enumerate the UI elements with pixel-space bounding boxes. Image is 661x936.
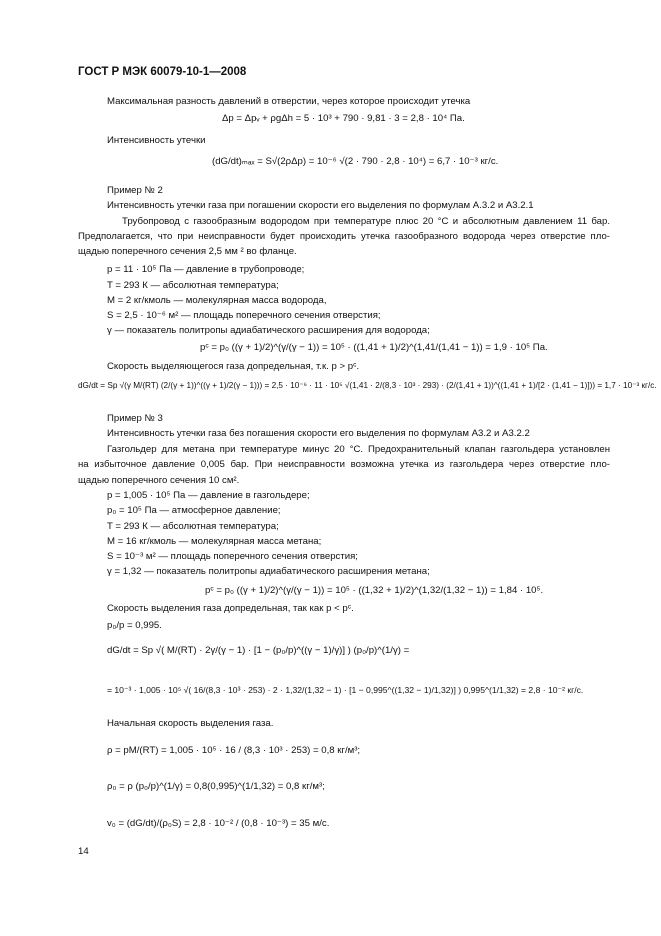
formula-flow-rate-numeric: = 10⁻³ · 1,005 · 10⁵ √( 16/(8,3 · 10³ · 253) · 2 · 1,32/(1,32 − 1) · [1 − 0,995^((1,32 − 1)/1,32)] ) 0,995^(1/1,32) = 2,8 · 10⁻² кг/с. (107, 685, 584, 695)
definition: p = 1,005 · 10⁵ Па — давление в газгольдере; (107, 490, 310, 501)
paragraph: Начальная скорость выделения газа. (107, 718, 274, 729)
definition: M = 2 кг/кмоль — молекулярная масса водорода, (107, 295, 327, 306)
definition: M = 16 кг/кмоль — молекулярная масса метана; (107, 536, 322, 547)
definition: T = 293 К — абсолютная температура; (107, 280, 279, 291)
definition: γ — показатель политропы адиабатического расширения для водорода; (107, 325, 430, 336)
definition: S = 10⁻³ м² — площадь поперечного сечения отверстия; (107, 551, 358, 562)
formula-density: ρ = pM/(RT) = 1,005 · 10⁵ · 16 / (8,3 · 10³ · 253) = 0,8 кг/м³; (107, 745, 361, 756)
definition: p = 11 · 10⁵ Па — давление в трубопроводе; (107, 264, 305, 275)
paragraph: Предполагается, что при неисправности будет происходить утечка газообразного водорода через отверстие пло- (78, 231, 610, 242)
document-header: ГОСТ Р МЭК 60079-10-1—2008 (78, 66, 247, 78)
example-3-title: Пример № 3 (107, 413, 163, 424)
paragraph: Скорость выделения газа допредельная, так как p < pᶜ. (107, 603, 354, 614)
paragraph: Интенсивность утечки (107, 135, 206, 146)
paragraph: Скорость выделяющегося газа допредельная, т.к. p > pᶜ. (107, 361, 360, 372)
example-2-title: Пример № 2 (107, 185, 163, 196)
paragraph: Трубопровод с газообразным водородом при температуре плюс 20 °С и абсолютным давлением 11 бар. (122, 216, 610, 227)
formula-critical-pressure: pᶜ = p₀ ((γ + 1)/2)^(γ/(γ − 1)) = 10⁵ · ((1,41 + 1)/2)^(1,41/(1,41 − 1)) = 1,9 · 10⁵ Па. (200, 342, 548, 353)
formula-pressure-ratio: p₀/p = 0,995. (107, 620, 162, 631)
formula-pressure-difference: Δp = Δpᵥ + ρgΔh = 5 · 10³ + 790 · 9,81 · 3 = 2,8 · 10⁴ Па. (222, 113, 465, 124)
paragraph: на избыточное давление 0,005 бар. При неисправности возможна утечка из газгольдера через отверстие пло- (78, 459, 610, 470)
formula-flow-rate: dG/dt = Sp √(γ M/(RT) (2/(γ + 1))^((γ + 1)/2(γ − 1))) = 2,5 · 10⁻⁶ · 11 · 10⁵ √(1,41 · 2/(8,3 · 10³ · 293) · (2/(1,41 + 1))^((1,41 + 1)/[2 · (1,41 − 1)])) = 1,7 · 10⁻³ кг/с. (78, 381, 657, 390)
example-2-subtitle: Интенсивность утечки газа при погашении скорости его выделения по формулам А.3.2 и А3.2.1 (107, 200, 534, 211)
definition: S = 2,5 · 10⁻⁶ м² — площадь поперечного сечения отверстия; (107, 310, 381, 321)
paragraph: щадью поперечного сечения 10 см². (78, 475, 240, 486)
paragraph: Максимальная разность давлений в отверстии, через которое происходит утечка (107, 96, 471, 107)
formula-critical-pressure-methane: pᶜ = p₀ ((γ + 1)/2)^(γ/(γ − 1)) = 10⁵ · ((1,32 + 1)/2)^(1,32/(1,32 − 1)) = 1,84 · 10⁵. (205, 585, 544, 596)
definition: T = 293 К — абсолютная температура; (107, 521, 279, 532)
formula-leak-intensity: (dG/dt)ₘₐₓ = S√(2ρΔp) = 10⁻⁶ √(2 · 790 · 2,8 · 10⁴) = 6,7 · 10⁻³ кг/с. (212, 156, 499, 167)
formula-initial-velocity: v₀ = (dG/dt)/(ρ₀S) = 2,8 · 10⁻² / (0,8 · 10⁻³) = 35 м/с. (107, 818, 330, 829)
paragraph: щадью поперечного сечения 2,5 мм ² во фланце. (78, 246, 297, 257)
formula-flow-rate-general: dG/dt = Sp √( M/(RT) · 2γ/(γ − 1) · [1 − (p₀/p)^((γ − 1)/γ)] ) (p₀/p)^(1/γ) = (107, 645, 410, 656)
formula-outlet-density: ρ₀ = ρ (p₀/p)^(1/γ) = 0,8(0,995)^(1/1,32) = 0,8 кг/м³; (107, 781, 325, 792)
paragraph: Газгольдер для метана при температуре минус 20 °С. Предохранительный клапан газгольдера установлен (107, 444, 610, 455)
definition: p₀ = 10⁵ Па — атмосферное давление; (107, 505, 281, 516)
page-number: 14 (78, 846, 89, 857)
example-3-subtitle: Интенсивность утечки газа без погашения скорости его выделения по формулам А3.2 и А3.2.2 (107, 428, 530, 439)
definition: γ = 1,32 — показатель политропы адиабатического расширения метана; (107, 566, 430, 577)
